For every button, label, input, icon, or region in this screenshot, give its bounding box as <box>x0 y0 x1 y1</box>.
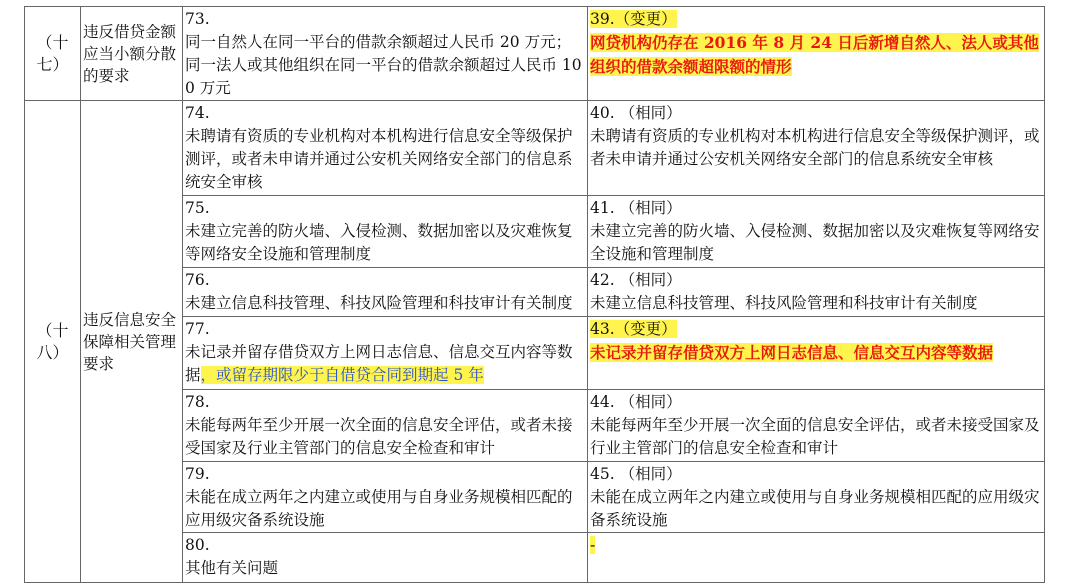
table-row <box>25 7 1045 101</box>
old-rule-text: 同一自然人在同一平台的借款余额超过人民币 20 万元；同一法人或其他组织在同一平台的借款余额超过人民币 100 万元 <box>185 33 582 97</box>
old-rule-number: 75. <box>185 199 210 217</box>
comparison-table <box>24 6 1045 583</box>
new-rule-number: 39.（变更） <box>590 10 677 28</box>
section-topic-18: 违反信息安全保障相关管理要求 <box>81 101 183 583</box>
new-rule-cell <box>588 317 1045 390</box>
old-rule-number: 80. <box>185 536 210 554</box>
old-rule-text: 未能在成立两年之内建立或使用与自身业务规模相匹配的应用级灾备系统设施 <box>185 488 573 529</box>
old-rule-text: 未建立信息科技管理、科技风险管理和科技审计有关制度 <box>185 294 573 312</box>
old-rule-text: 未能每两年至少开展一次全面的信息安全评估，或者未接受国家及行业主管部门的信息安全检查和审计 <box>185 416 573 457</box>
old-rule-number: 77. <box>185 320 210 338</box>
new-rule-number: 41. （相同） <box>590 199 682 217</box>
old-rule-text: 其他有关问题 <box>185 559 279 577</box>
new-rule-text: 未建立信息科技管理、科技风险管理和科技审计有关制度 <box>590 294 978 312</box>
old-rule-cell <box>183 101 588 196</box>
old-rule-cell <box>183 7 588 101</box>
new-rule-number: 40. （相同） <box>590 104 682 122</box>
new-rule-cell <box>588 390 1045 462</box>
old-rule-cell <box>183 390 588 462</box>
new-rule-cell <box>588 7 1045 101</box>
old-rule-text: 未建立完善的防火墙、入侵检测、数据加密以及灾难恢复等网络安全设施和管理制度 <box>185 222 573 263</box>
new-rule-text: 未聘请有资质的专业机构对本机构进行信息安全等级保护测评，或者未申请并通过公安机关网络安全部门的信息系统安全审核 <box>590 127 1040 168</box>
section-topic-17: 违反借贷金额应当小额分散的要求 <box>81 7 183 101</box>
new-rule-text: 未能在成立两年之内建立或使用与自身业务规模相匹配的应用级灾备系统设施 <box>590 488 1040 529</box>
new-rule-number: 43.（变更） <box>590 320 677 338</box>
old-rule-number: 78. <box>185 393 210 411</box>
old-rule-text: 未记录并留存借贷双方上网日志信息、信息交互内容等数据 <box>185 343 573 384</box>
section-number-18: （十八） <box>25 101 81 583</box>
new-rule-text: 未能每两年至少开展一次全面的信息安全评估，或者未接受国家及行业主管部门的信息安全检查和审计 <box>590 416 1040 457</box>
old-rule-text: 未聘请有资质的专业机构对本机构进行信息安全等级保护测评，或者未申请并通过公安机关网络安全部门的信息系统安全审核 <box>185 127 573 191</box>
new-rule-number: 45. （相同） <box>590 465 682 483</box>
new-rule-cell <box>588 101 1045 196</box>
old-rule-cell <box>183 317 588 390</box>
old-rule-cell <box>183 462 588 533</box>
old-rule-removed-clause: ，或留存期限少于自借贷合同到期起 5 年 <box>200 366 484 384</box>
new-rule-text: 未记录并留存借贷双方上网日志信息、信息交互内容等数据 <box>590 343 994 362</box>
old-rule-number: 79. <box>185 465 210 483</box>
old-rule-cell <box>183 268 588 317</box>
new-rule-text: 未建立完善的防火墙、入侵检测、数据加密以及灾难恢复等网络安全设施和管理制度 <box>590 222 1040 263</box>
old-rule-number: 74. <box>185 104 210 122</box>
section-number-17: （十七） <box>25 7 81 101</box>
new-rule-cell <box>588 268 1045 317</box>
old-rule-number: 76. <box>185 271 210 289</box>
new-rule-number: 44. （相同） <box>590 393 682 411</box>
new-rule-cell <box>588 533 1045 583</box>
new-rule-cell <box>588 462 1045 533</box>
old-rule-cell <box>183 533 588 583</box>
new-rule-number: - <box>590 536 596 554</box>
new-rule-text: 网贷机构仍存在 2016 年 8 月 24 日后新增自然人、法人或其他组织的借款余额超限额的情形 <box>590 33 1039 76</box>
old-rule-cell <box>183 196 588 268</box>
old-rule-number: 73. <box>185 10 210 28</box>
new-rule-cell <box>588 196 1045 268</box>
table-row <box>25 101 1045 196</box>
new-rule-number: 42. （相同） <box>590 271 682 289</box>
